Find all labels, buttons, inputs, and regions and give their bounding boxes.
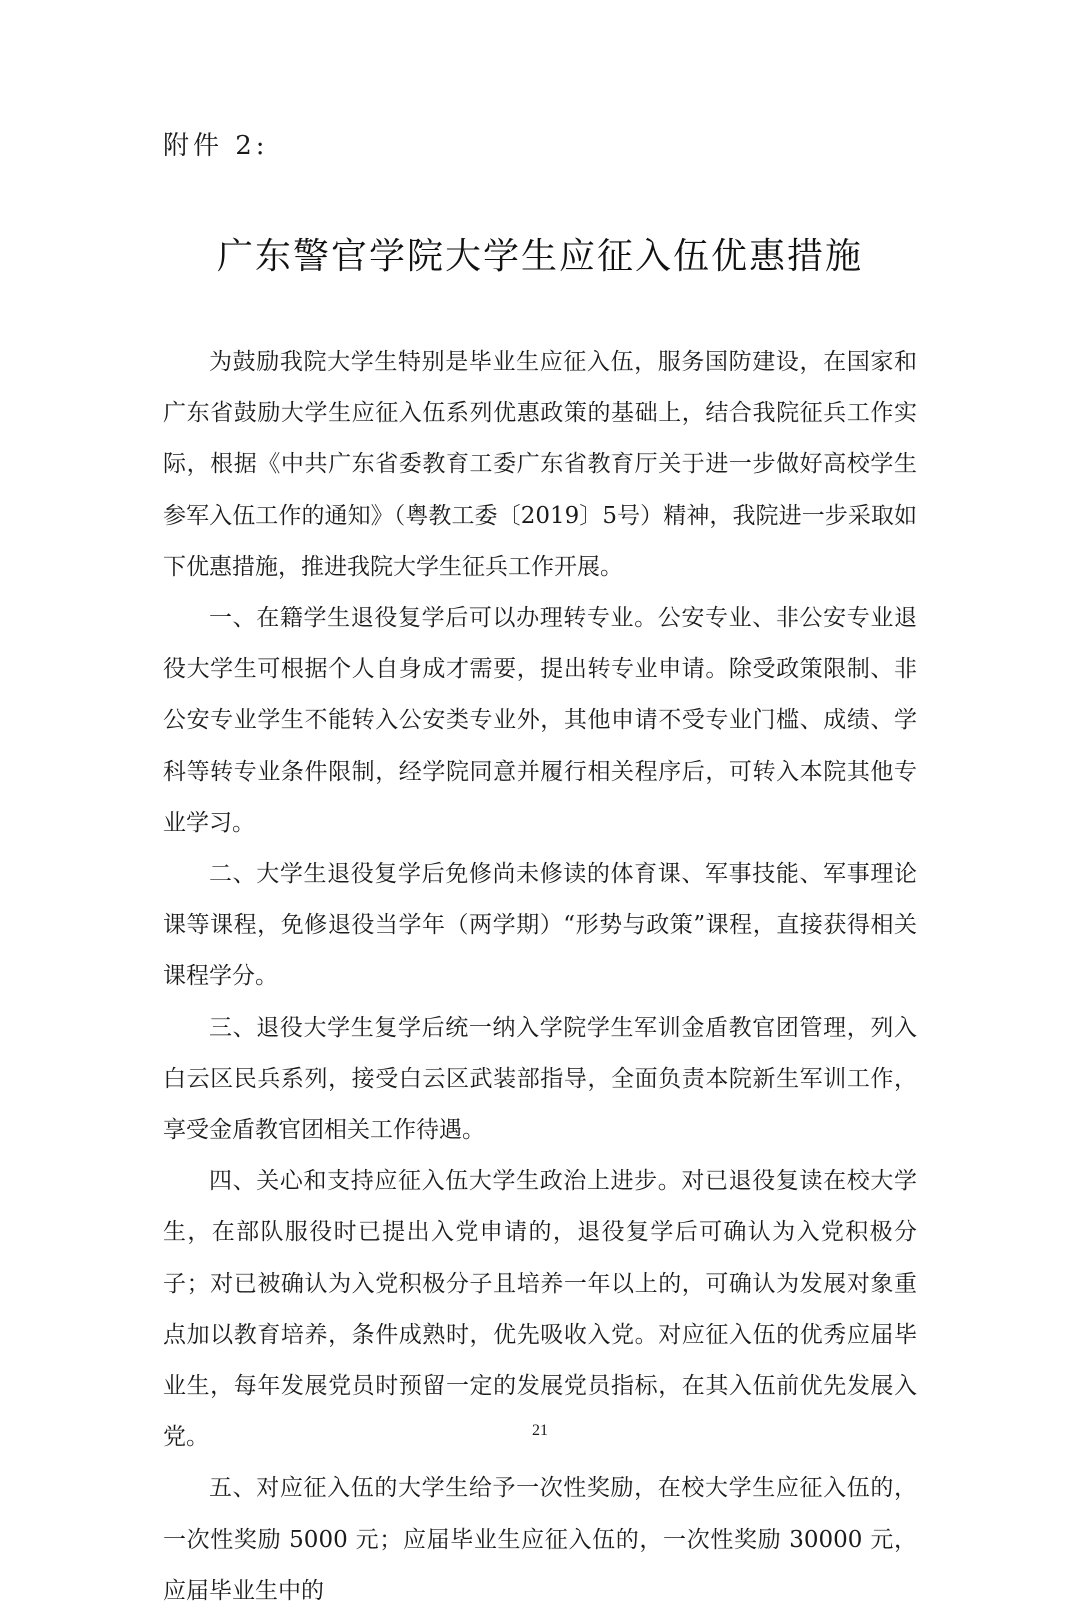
paragraph-item-2: 二、大学生退役复学后免修尚未修读的体育课、军事技能、军事理论课等课程，免修退役当学年（两学期）“形势与政策”课程，直接获得相关课程学分。 xyxy=(163,861,917,990)
page-number: 21 xyxy=(532,1422,548,1439)
paragraph-intro: 为鼓励我院大学生特别是毕业生应征入伍，服务国防建设，在国家和广东省鼓励大学生应征入伍系列优惠政策的基础上，结合我院征兵工作实际，根据《中共广东省委教育工委广东省教育厅关于进一步做好高校学生参军入伍工作的通知》（粤教工委〔2019〕5号）精神，我院进一步采取如下优惠措施，推进我院大学生征兵工作开展。 xyxy=(163,349,917,580)
paragraph-item-5: 五、对应征入伍的大学生给予一次性奖励，在校大学生应征入伍的，一次性奖励 5000 元；应届毕业生应征入伍的，一次性奖励 30000 元，应届毕业生中的 xyxy=(163,1475,917,1604)
paragraph-item-3: 三、退役大学生复学后统一纳入学院学生军训金盾教官团管理，列入白云区民兵系列，接受白云区武装部指导，全面负责本院新生军训工作，享受金盾教官团相关工作待遇。 xyxy=(163,1014,917,1144)
document-title: 广东警官学院大学生应征入伍优惠措施 xyxy=(216,236,863,277)
paragraph-item-1: 一、在籍学生退役复学后可以办理转专业。公安专业、非公安专业退役大学生可根据个人自身成才需要，提出转专业申请。除受政策限制、非公安专业学生不能转入公安类专业外，其他申请不受专业门槛、成绩、学科等转专业条件限制，经学院同意并履行相关程序后，可转入本院其他专业学习。 xyxy=(163,605,917,836)
attachment-label: 附件 2: xyxy=(163,131,269,161)
paragraph-item-4: 四、关心和支持应征入伍大学生政治上进步。对已退役复读在校大学生，在部队服役时已提出入党申请的，退役复学后可确认为入党积极分子；对已被确认为入党积极分子且培养一年以上的，可确认为发展对象重点加以教育培养，条件成熟时，优先吸收入党。对应征入伍的优秀应届毕业生，每年发展党员时预留一定的发展党员指标，在其入伍前优先发展入党。 xyxy=(163,1168,917,1451)
